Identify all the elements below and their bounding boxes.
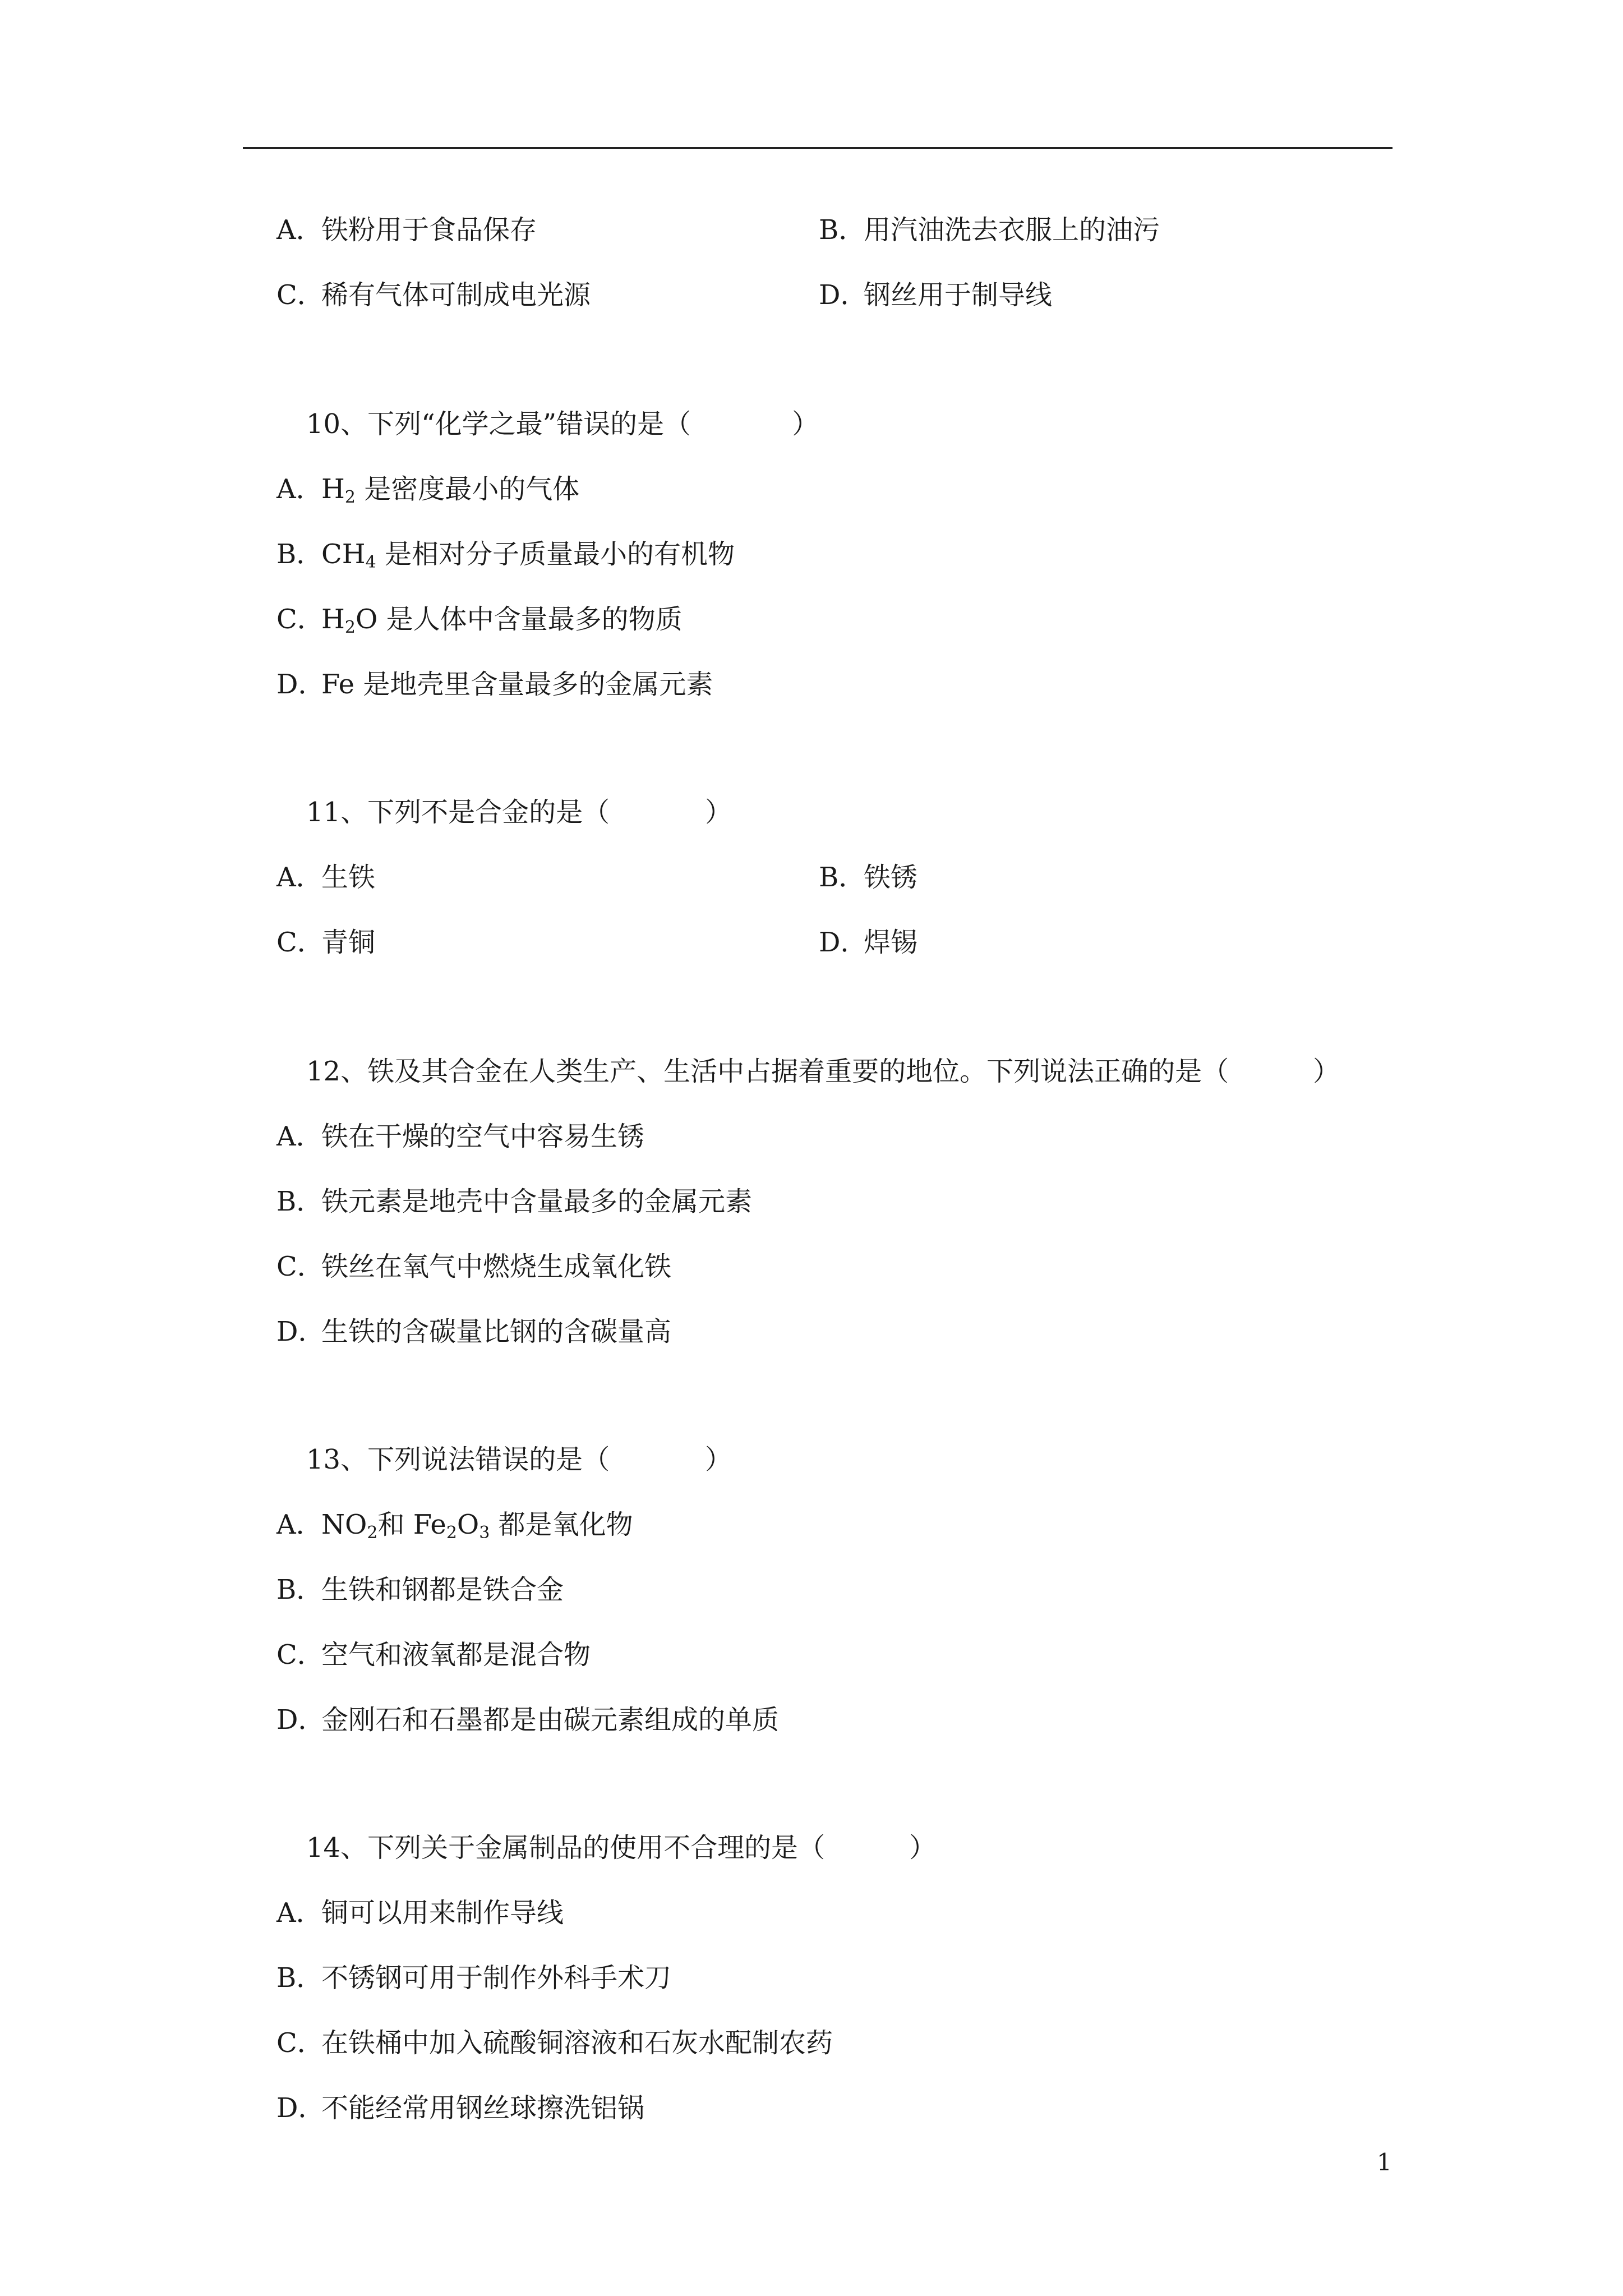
formula-subscript: 2 — [446, 1523, 457, 1543]
option-letter: C． — [276, 279, 324, 311]
q10-option-c — [276, 602, 683, 636]
q10-stem — [306, 407, 819, 441]
formula-element: H — [321, 604, 345, 635]
formula-subscript: 2 — [344, 618, 356, 637]
formula-subscript: 4 — [365, 553, 376, 572]
q9-option-c — [276, 278, 591, 312]
q10-option-a — [276, 472, 579, 506]
formula — [321, 473, 356, 505]
option-text: 在铁桶中加入硫酸铜溶液和石灰水配制农药 — [321, 2027, 833, 2059]
header-rule — [243, 147, 1393, 149]
question-text: 11、下列不是合金的是（ — [306, 797, 610, 828]
option-text: 生铁的含碳量比钢的含碳量高 — [321, 1316, 672, 1347]
option-text: 不锈钢可用于制作外科手术刀 — [321, 1962, 672, 1994]
q10-option-d — [276, 668, 713, 701]
formula — [321, 539, 376, 570]
closing-paren: ） — [705, 1444, 732, 1475]
q12-option-c — [276, 1250, 671, 1283]
formula-element: CH — [321, 539, 366, 570]
option-text: 生铁和钢都是铁合金 — [321, 1574, 564, 1605]
option-letter: A． — [276, 1121, 323, 1152]
closing-paren: ） — [909, 1832, 937, 1864]
formula-element: O — [457, 1509, 479, 1540]
q14-option-d — [276, 2091, 644, 2125]
q13-option-b — [276, 1573, 564, 1607]
option-letter: B． — [276, 1962, 324, 1994]
q14-stem — [306, 1831, 936, 1865]
q9-option-b — [819, 213, 1160, 247]
option-letter: C． — [276, 2027, 324, 2059]
option-text: 金刚石和石墨都是由碳元素组成的单质 — [321, 1704, 780, 1736]
option-letter: B． — [819, 214, 866, 246]
formula — [321, 1509, 378, 1543]
option-text: 不能经常用钢丝球擦洗铝锅 — [321, 2092, 645, 2124]
q11-stem — [306, 795, 732, 829]
option-letter: B． — [276, 1186, 324, 1217]
q11-option-d — [819, 926, 917, 959]
closing-paren: ） — [792, 408, 819, 440]
option-letter: D． — [276, 669, 325, 700]
q14-option-b — [276, 1961, 671, 1995]
q11-option-c — [276, 926, 375, 959]
q13-option-c — [276, 1638, 591, 1672]
question-text: 12、铁及其合金在人类生产、生活中占据着重要的地位。下列说法正确的是（ — [306, 1056, 1229, 1087]
formula-element: NO — [321, 1509, 367, 1540]
page-number: 1 — [1377, 2148, 1392, 2176]
option-letter: C． — [276, 604, 324, 635]
question-text: 13、下列说法错误的是（ — [306, 1444, 610, 1475]
q10-option-b — [276, 537, 735, 571]
q13-stem — [306, 1443, 732, 1476]
option-text: 是地壳里含量最多的金属元素 — [363, 669, 713, 700]
option-text: 是人体中含量最多的物质 — [386, 604, 683, 635]
option-letter: B． — [819, 862, 866, 893]
option-letter: D． — [276, 1316, 325, 1347]
option-letter: A． — [276, 862, 323, 893]
q12-option-b — [276, 1185, 752, 1218]
option-text: 铜可以用来制作导线 — [321, 1897, 564, 1929]
formula — [413, 1509, 490, 1543]
option-text: 钢丝用于制导线 — [864, 279, 1053, 311]
option-text: 青铜 — [321, 927, 376, 958]
q14-option-c — [276, 2026, 833, 2060]
option-text: 铁丝在氧气中燃烧生成氧化铁 — [321, 1251, 672, 1282]
option-text: 铁在干燥的空气中容易生锈 — [321, 1121, 645, 1152]
formula-element: O — [355, 604, 378, 635]
question-text: 14、下列关于金属制品的使用不合理的是（ — [306, 1832, 826, 1864]
formula-subscript: 2 — [344, 487, 356, 507]
option-text: 用汽油洗去衣服上的油污 — [864, 214, 1160, 246]
option-letter: A． — [276, 1897, 323, 1929]
option-text: 是相对分子质量最小的有机物 — [384, 539, 735, 570]
formula-element: H — [321, 473, 345, 505]
q9-option-a — [276, 213, 537, 247]
q9-option-d — [819, 278, 1052, 312]
q12-stem — [306, 1055, 1340, 1088]
q12-option-d — [276, 1315, 671, 1349]
q11-option-b — [819, 861, 917, 894]
option-letter: D． — [819, 927, 868, 958]
formula-element: Fe — [413, 1509, 446, 1540]
option-letter: A． — [276, 473, 323, 505]
option-text: 铁粉用于食品保存 — [321, 214, 537, 246]
conjunction: 和 — [377, 1509, 405, 1540]
formula-subscript: 3 — [479, 1523, 490, 1543]
closing-paren: ） — [1313, 1056, 1340, 1087]
option-text: 焊锡 — [864, 927, 918, 958]
question-text: 10、下列“化学之最”错误的是（ — [306, 408, 691, 440]
option-letter: C． — [276, 927, 324, 958]
formula-subscript: 2 — [367, 1523, 378, 1543]
q14-option-a — [276, 1896, 564, 1930]
option-letter: D． — [819, 279, 868, 311]
formula: Fe — [321, 669, 355, 700]
option-letter: B． — [276, 539, 324, 570]
option-letter: A． — [276, 214, 323, 246]
q13-option-d — [276, 1703, 779, 1737]
q11-option-a — [276, 861, 375, 894]
option-text: 是密度最小的气体 — [364, 473, 580, 505]
q13-option-a — [276, 1508, 633, 1542]
option-letter: D． — [276, 2092, 325, 2124]
option-text: 生铁 — [321, 862, 376, 893]
closing-paren: ） — [705, 797, 732, 828]
option-text: 都是氧化物 — [498, 1509, 633, 1540]
option-letter: D． — [276, 1704, 325, 1736]
option-text: 铁锈 — [864, 862, 918, 893]
formula — [321, 604, 377, 635]
option-letter: A． — [276, 1509, 323, 1540]
option-text: 空气和液氧都是混合物 — [321, 1639, 591, 1671]
option-letter: B． — [276, 1574, 324, 1605]
option-letter: C． — [276, 1251, 324, 1282]
option-text: 铁元素是地壳中含量最多的金属元素 — [321, 1186, 753, 1217]
option-letter: C． — [276, 1639, 324, 1671]
option-text: 稀有气体可制成电光源 — [321, 279, 591, 311]
q12-option-a — [276, 1120, 644, 1153]
